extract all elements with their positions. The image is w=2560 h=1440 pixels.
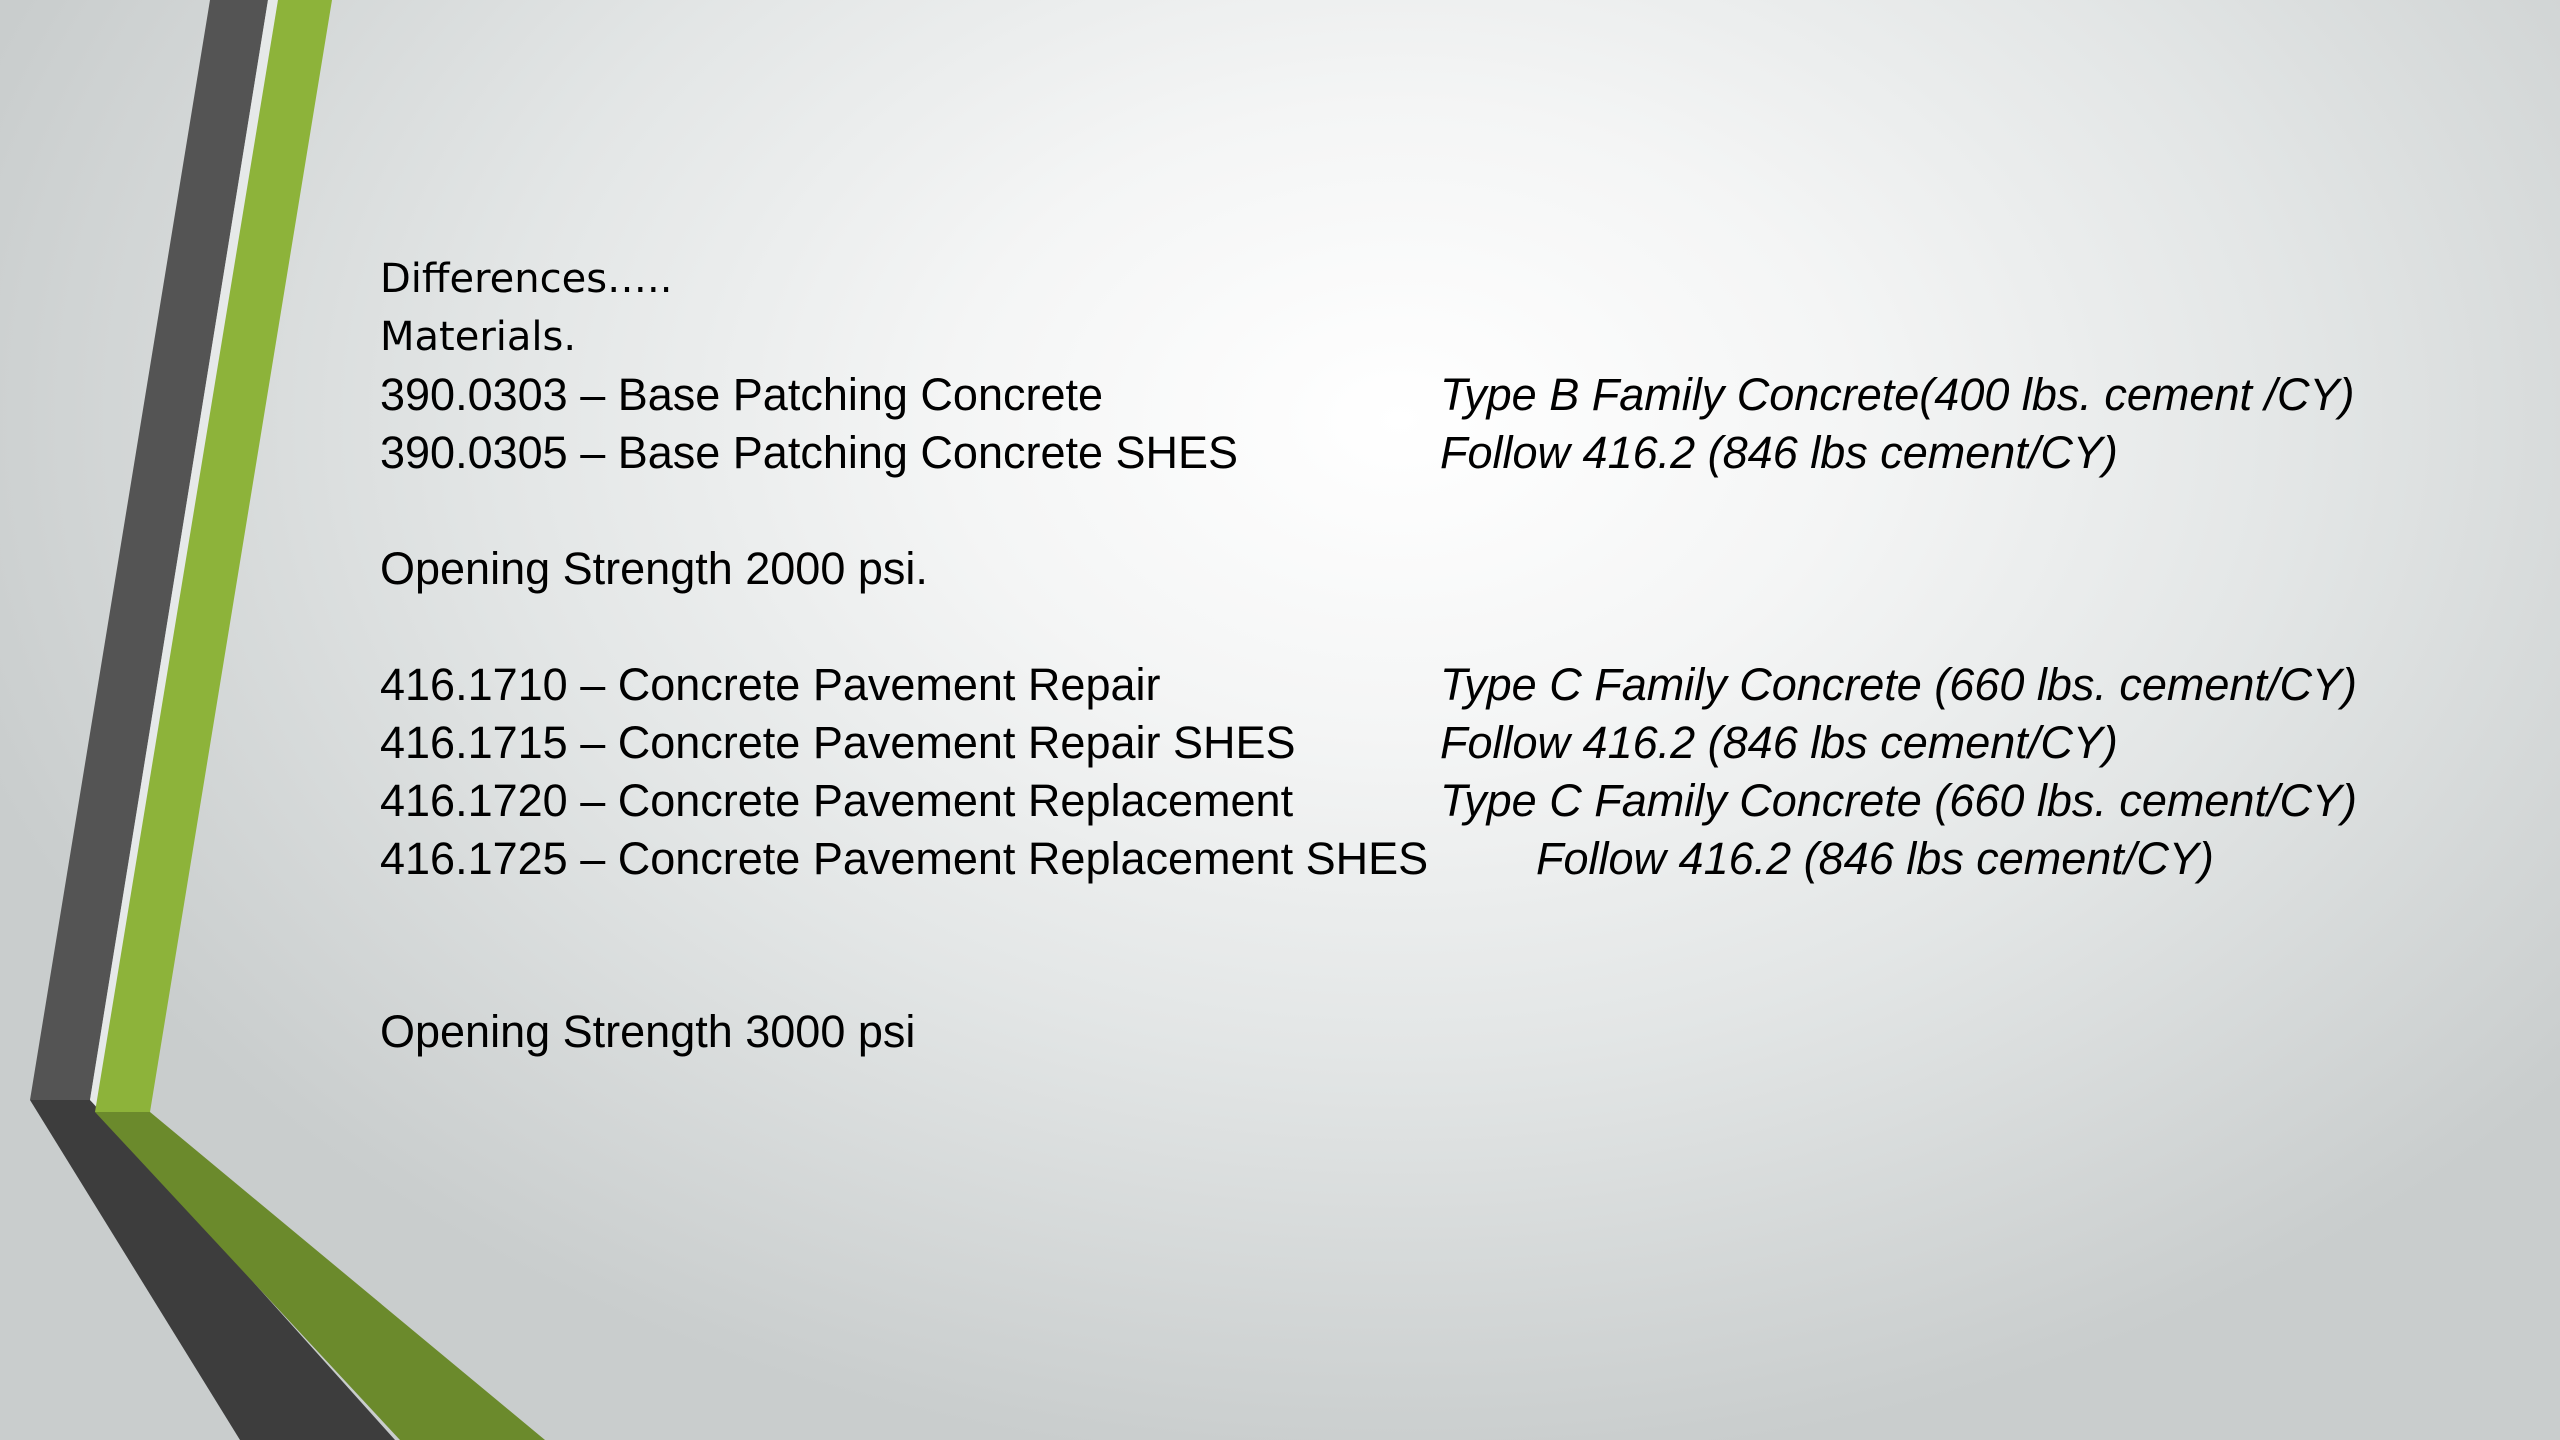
item-code: 416.1715 – Concrete Pavement Repair SHES: [380, 717, 1296, 768]
item-spec: Follow 416.2 (846 lbs cement/CY): [1440, 427, 2118, 478]
spec-row: [380, 714, 2480, 772]
item-code: 416.1725 – Concrete Pavement Replacement SHES: [380, 833, 1429, 884]
spacer: [380, 482, 2480, 540]
opening-strength-2000: Opening Strength 2000 psi.: [380, 543, 928, 594]
item-spec: Follow 416.2 (846 lbs cement/CY): [1440, 717, 2118, 768]
item-code: 416.1710 – Concrete Pavement Repair: [380, 659, 1161, 710]
spacer: [380, 598, 2480, 656]
spec-row: [380, 772, 2480, 830]
slide-heading: Differences…..: [380, 256, 673, 302]
item-code: 390.0305 – Base Patching Concrete SHES: [380, 427, 1239, 478]
item-code: 390.0303 – Base Patching Concrete: [380, 369, 1104, 420]
spec-row: [380, 424, 2480, 482]
opening-strength-3000: Opening Strength 3000 psi: [380, 1006, 916, 1057]
item-spec: Type B Family Concrete(400 lbs. cement /CY): [1440, 369, 2355, 420]
spacer: [380, 888, 2480, 1003]
spec-row: [380, 656, 2480, 714]
item-spec: Type C Family Concrete (660 lbs. cement/CY): [1440, 775, 2357, 826]
spec-row: [380, 366, 2480, 424]
slide-subheading: Materials.: [380, 314, 577, 360]
item-spec: Follow 416.2 (846 lbs cement/CY): [1536, 833, 2214, 884]
spec-row: [380, 830, 2480, 888]
slide-content: [380, 250, 2480, 1061]
item-spec: Type C Family Concrete (660 lbs. cement/CY): [1440, 659, 2357, 710]
item-code: 416.1720 – Concrete Pavement Replacement: [380, 775, 1294, 826]
